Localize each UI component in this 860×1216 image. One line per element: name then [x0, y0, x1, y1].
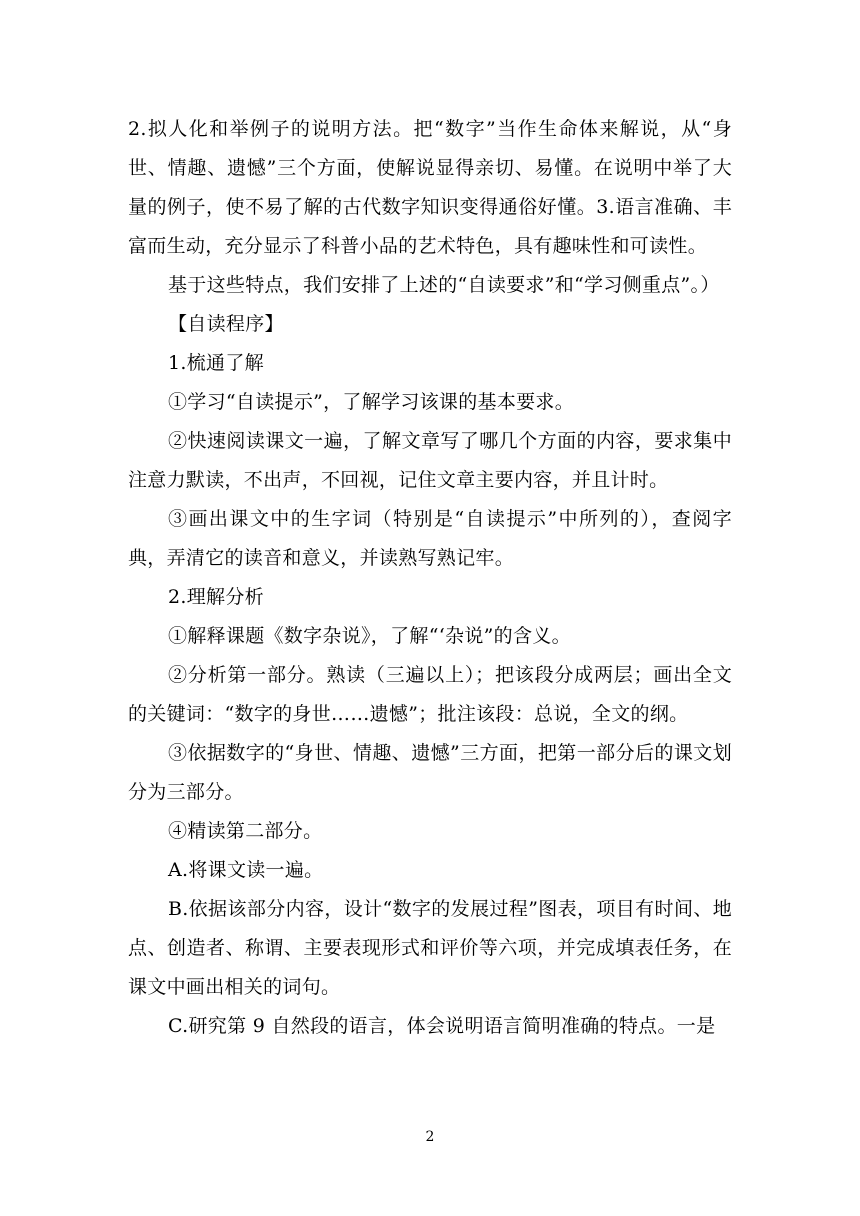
paragraph: 2.拟人化和举例子的说明方法。把“数字”当作生命体来解说，从“身世、情趣、遗憾”三个方面，使解说显得亲切、易懂。在说明中举了大量的例子，使不易了解的古代数字知识变得通俗好懂。3.语言准确、丰富而生动，充分显示了科普小品的艺术特色，具有趣味性和可读性。	[128, 118, 732, 257]
list-item: ③依据数字的“身世、情趣、遗憾”三方面，把第一部分后的课文划分为三部分。	[128, 742, 732, 803]
subsection-heading: 2.理解分析	[168, 586, 264, 608]
subsection-heading: 1.梳通了解	[168, 352, 264, 374]
list-item: ③画出课文中的生字词（特别是“自读提示”中所列的），查阅字典，弄清它的读音和意义，并读熟写熟记牢。	[128, 508, 732, 569]
list-item: ②分析第一部分。熟读（三遍以上）；把该段分成两层；画出全文的关键词：“数字的身世……遗憾”；批注该段：总说，全文的纲。	[128, 664, 732, 725]
paragraph: 基于这些特点，我们安排了上述的“自读要求”和“学习侧重点”。）	[168, 274, 720, 296]
list-item: ②快速阅读课文一遍，了解文章写了哪几个方面的内容，要求集中注意力默读，不出声，不回视，记住文章主要内容，并且计时。	[128, 430, 732, 491]
list-item: C.研究第 9 自然段的语言，体会说明语言简明准确的特点。一是	[168, 1015, 716, 1037]
document-body	[128, 110, 732, 1046]
list-item: A.将课文读一遍。	[168, 859, 324, 881]
page-number: 2	[425, 1129, 435, 1145]
list-item: ①学习“自读提示”，了解学习该课的基本要求。	[168, 391, 575, 413]
list-item: ④精读第二部分。	[168, 820, 323, 842]
list-item: ①解释课题《数字杂说》，了解“‘杂说”的含义。	[168, 625, 571, 647]
section-heading: 【自读程序】	[168, 313, 284, 335]
list-item: B.依据该部分内容，设计“数字的发展过程”图表，项目有时间、地点、创造者、称谓、主要表现形式和评价等六项，并完成填表任务，在课文中画出相关的词句。	[128, 898, 732, 998]
